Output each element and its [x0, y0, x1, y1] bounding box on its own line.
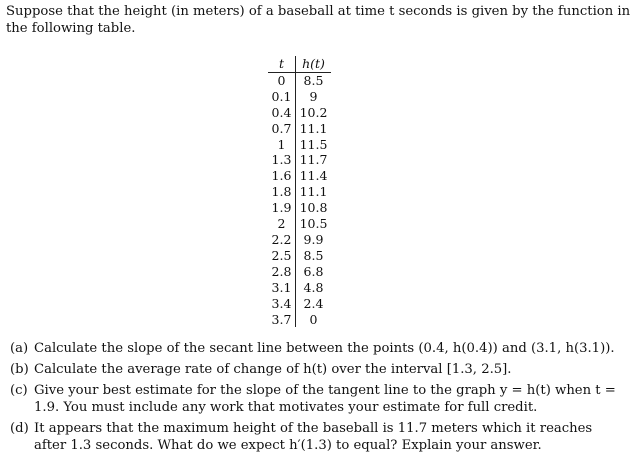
h-cell: 8.5 [303, 247, 324, 263]
question-label: (a) [10, 341, 29, 356]
table-row [268, 105, 331, 121]
t-cell: 2.8 [268, 264, 296, 280]
question-text: Calculate the slope of the secant line between the points (0.4, h(0.4)) and (3.1, h(3.1)). [34, 341, 615, 356]
table-row [268, 216, 331, 232]
h-cell: 11.7 [299, 152, 328, 168]
h-cell: 10.8 [299, 200, 328, 216]
h-cell: 0 [309, 311, 318, 327]
t-cell: 2.5 [268, 248, 296, 264]
h-cell: 10.2 [299, 104, 328, 120]
question-label: (d) [10, 421, 29, 436]
problem-intro: Suppose that the height (in meters) of a baseball at time t seconds is given by the function in the following table. [6, 4, 631, 36]
h-cell: 9 [309, 88, 318, 104]
table-row [268, 312, 331, 328]
table-row [268, 264, 331, 280]
t-cell: 0.7 [268, 121, 296, 137]
h-cell: 4.8 [303, 279, 324, 295]
column-header-h: h(t) [296, 56, 332, 72]
table-row [268, 168, 331, 184]
t-cell: 1.6 [268, 168, 296, 184]
question-text: Calculate the average rate of change of h(t) over the interval [1.3, 2.5]. [34, 362, 512, 377]
h-cell: 9.9 [303, 231, 324, 247]
h-cell: 11.5 [299, 136, 328, 152]
h-cell: 2.4 [303, 295, 324, 311]
question-text: It appears that the maximum height of the baseball is 11.7 meters which it reaches after 1.3 seconds. What do we expect h′(1.3) to equal? Explain your answer. [34, 421, 593, 453]
question-list [10, 340, 620, 458]
h-cell: 11.1 [299, 184, 328, 200]
t-cell: 2 [268, 216, 296, 232]
table-row [268, 121, 331, 137]
question-label: (b) [10, 362, 29, 377]
t-cell: 3.4 [268, 296, 296, 312]
h-cell: 10.5 [299, 216, 328, 232]
question-b [10, 361, 620, 378]
table-header-row [268, 56, 331, 72]
t-cell: 0.4 [268, 105, 296, 121]
h-cell: 11.4 [299, 168, 328, 184]
table-row [268, 137, 331, 153]
t-cell: 3.1 [268, 280, 296, 296]
column-header-t: t [268, 56, 296, 72]
question-a [10, 340, 620, 357]
table-row [268, 280, 331, 296]
t-cell: 1 [268, 137, 296, 153]
height-table [268, 56, 331, 327]
table-row [268, 72, 331, 88]
table-row [268, 232, 331, 248]
table-row [268, 248, 331, 264]
t-cell: 2.2 [268, 232, 296, 248]
h-cell: 6.8 [303, 263, 324, 279]
table-row [268, 200, 331, 216]
t-cell: 1.9 [268, 200, 296, 216]
t-cell: 0.1 [268, 89, 296, 105]
question-c [10, 382, 620, 416]
question-label: (c) [10, 383, 28, 398]
table-row [268, 296, 331, 312]
table-row [268, 89, 331, 105]
t-cell: 1.3 [268, 152, 296, 168]
h-cell: 11.1 [299, 120, 328, 136]
t-cell: 0 [268, 72, 296, 88]
h-cell: 8.5 [303, 72, 324, 88]
t-cell: 1.8 [268, 184, 296, 200]
table-row [268, 184, 331, 200]
table-row [268, 152, 331, 168]
t-cell: 3.7 [268, 312, 296, 328]
question-text: Give your best estimate for the slope of the tangent line to the graph y = h(t) when t = 1.9. You must include any work that motivates your estimate for full credit. [34, 383, 616, 415]
question-d [10, 420, 620, 454]
